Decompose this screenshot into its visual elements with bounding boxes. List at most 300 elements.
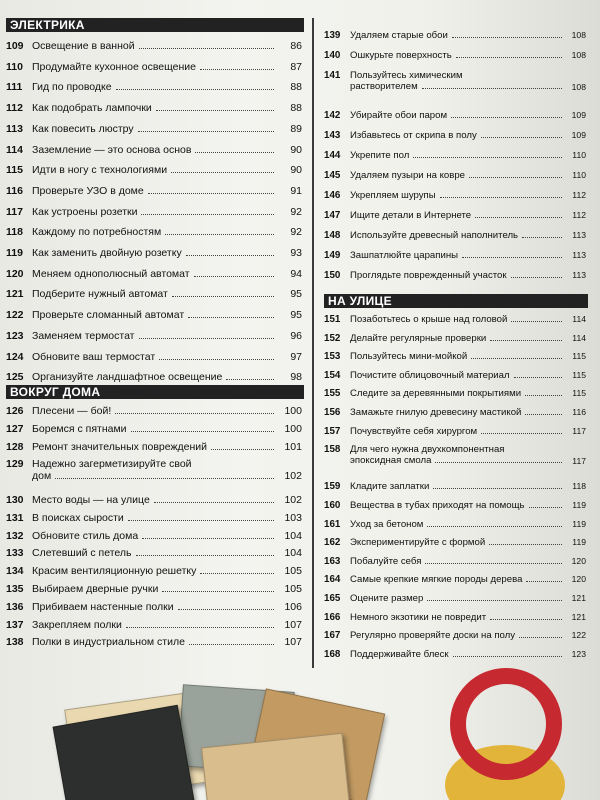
toc-entry-page: 109 (571, 130, 586, 140)
toc-entry-page: 91 (290, 184, 302, 197)
toc-entry-number: 145 (324, 170, 341, 181)
dot-leader (422, 88, 562, 89)
toc-entry-page: 113 (572, 230, 586, 240)
toc-entry[interactable] (324, 250, 586, 261)
toc-entry-title-wrap (350, 388, 566, 399)
toc-entry-title-wrap (350, 210, 566, 221)
toc-entry[interactable] (324, 150, 586, 161)
toc-entry[interactable] (6, 601, 302, 613)
dot-leader (159, 359, 274, 360)
toc-entry-page: 113 (572, 250, 586, 260)
toc-entry-title-wrap (350, 270, 566, 281)
toc-entry[interactable] (324, 388, 586, 399)
toc-entry-page: 104 (284, 529, 302, 542)
dot-leader (211, 449, 274, 450)
toc-entry-number: 146 (324, 190, 341, 201)
toc-entry[interactable] (324, 370, 586, 381)
toc-entry-title-wrap (350, 537, 566, 548)
toc-entry-page: 101 (284, 440, 302, 453)
dot-leader (427, 600, 562, 601)
dot-leader (475, 217, 562, 218)
dot-leader (489, 544, 562, 545)
toc-entry-title: Почувствуйте себя хирургом (350, 425, 478, 437)
toc-entry-title-wrap (350, 230, 566, 241)
toc-entry-number: 117 (6, 205, 23, 218)
toc-entry-number: 156 (324, 407, 341, 418)
toc-entry-title-wrap (350, 170, 566, 181)
toc-entry[interactable] (6, 268, 302, 280)
toc-entry-number: 155 (324, 388, 341, 400)
toc-entry-title: Освещение в ванной (32, 40, 135, 52)
toc-entry-number: 124 (6, 350, 24, 363)
toc-entry[interactable] (6, 226, 302, 238)
toc-entry[interactable] (324, 170, 586, 181)
toc-entry[interactable] (324, 426, 586, 437)
dot-leader (188, 317, 274, 318)
toc-entry[interactable] (6, 371, 302, 383)
toc-entry-page: 88 (290, 102, 302, 115)
toc-entry-number: 134 (6, 565, 24, 578)
toc-entry[interactable] (324, 500, 586, 511)
toc-entry-number: 131 (6, 511, 24, 524)
toc-entry-title: Ищите детали в Интернете (350, 210, 472, 221)
toc-entry-title-wrap (350, 370, 566, 381)
toc-entry-title: Оцените размер (350, 593, 424, 604)
toc-entry-title: Убирайте обои паром (350, 110, 448, 121)
toc-entry-number: 136 (6, 600, 24, 613)
toc-entry-number: 128 (6, 440, 24, 453)
toc-entry-title-wrap (32, 226, 278, 238)
toc-entry-page: 119 (572, 500, 586, 510)
toc-entry-number: 125 (6, 371, 24, 384)
toc-entry-number: 159 (324, 481, 341, 493)
dot-leader (462, 257, 562, 258)
toc-entry[interactable] (324, 130, 586, 141)
toc-entry-title-wrap (350, 407, 566, 418)
toc-entry[interactable] (6, 164, 302, 176)
dot-leader (136, 555, 274, 556)
toc-entry-number: 133 (6, 547, 24, 560)
toc-entry[interactable] (324, 190, 586, 201)
toc-entry[interactable] (6, 441, 302, 453)
toc-entry-number: 115 (6, 164, 23, 177)
toc-entry[interactable] (6, 423, 302, 435)
toc-entry-title: Почистите облицовочный материал (350, 369, 510, 381)
toc-entry-title: Гид по проводке (32, 81, 112, 94)
dot-leader (189, 644, 274, 645)
toc-entry-number: 130 (6, 494, 24, 506)
toc-entry-page: 102 (284, 470, 302, 483)
toc-entry-title-wrap (350, 30, 566, 41)
toc-entry-number: 116 (6, 184, 23, 197)
toc-entry-page: 113 (572, 270, 586, 280)
toc-entry-title: Место воды — на улице (32, 494, 150, 506)
toc-entry-title-wrap (32, 530, 278, 542)
toc-entry[interactable] (324, 519, 586, 530)
toc-entry-number: 149 (324, 250, 341, 261)
toc-entry-number: 164 (324, 574, 341, 586)
toc-entry-page: 108 (571, 82, 586, 92)
toc-entry-title-wrap (350, 314, 566, 325)
toc-entry[interactable] (6, 619, 302, 631)
toc-entry-title-wrap (32, 268, 278, 280)
toc-entry-number: 150 (324, 270, 341, 281)
dot-leader (529, 507, 563, 508)
dot-leader (55, 478, 274, 479)
toc-entry-title-wrap (350, 574, 566, 585)
toc-entry[interactable] (6, 636, 302, 648)
toc-entry[interactable] (324, 537, 586, 548)
toc-entry[interactable] (6, 583, 302, 595)
toc-entry-title: Меняем однополюсный автомат (32, 267, 190, 280)
dot-leader (471, 358, 562, 359)
toc-entry-page: 97 (290, 350, 302, 363)
toc-entry-number: 119 (6, 247, 23, 259)
dot-leader (148, 193, 274, 194)
toc-entry-page: 102 (284, 494, 302, 506)
toc-entry-page: 92 (290, 205, 302, 218)
toc-entry-title: Каждому по потребностям (32, 226, 162, 239)
toc-entry-number: 163 (324, 555, 341, 567)
toc-entry-page: 120 (571, 555, 586, 566)
toc-entry-page: 115 (572, 369, 586, 380)
toc-entry-title: Подберите нужный автомат (32, 288, 168, 301)
toc-entry-page: 117 (572, 456, 586, 467)
toc-entry[interactable] (6, 206, 302, 218)
toc-entry-number: 153 (324, 351, 341, 363)
toc-entry[interactable] (6, 351, 302, 363)
toc-entry-number: 166 (324, 611, 341, 623)
toc-entry-title: Продумайте кухонное освещение (32, 60, 197, 73)
toc-entry-number: 110 (6, 60, 23, 73)
dot-leader (440, 197, 562, 198)
toc-entry-title: В поисках сырости (32, 511, 124, 524)
toc-entry[interactable] (324, 230, 586, 241)
dot-leader (425, 563, 562, 564)
toc-entry-title-wrap (350, 351, 566, 362)
toc-entry-title-wrap (32, 330, 278, 342)
toc-entry-title-wrap (32, 371, 278, 383)
toc-entry-page: 108 (571, 30, 586, 40)
toc-entry-page: 90 (290, 164, 302, 177)
toc-entry[interactable] (324, 210, 586, 221)
toc-entry-title-wrap (32, 206, 278, 218)
toc-entry-page: 108 (571, 50, 586, 60)
dot-leader (128, 520, 274, 521)
toc-entry-number: 114 (6, 143, 23, 156)
toc-entry-title: Закрепляем полки (32, 618, 122, 631)
dot-leader (162, 591, 274, 592)
toc-entry-title: Кладите заплатки (350, 481, 430, 493)
toc-entry[interactable] (6, 405, 302, 417)
toc-entry-title-wrap (350, 519, 566, 530)
toc-entry-title-wrap (32, 40, 278, 52)
section-heading-home: ВОКРУГ ДОМА (6, 385, 304, 399)
toc-entry-page: 107 (284, 618, 302, 631)
toc-entry-page: 109 (571, 110, 586, 120)
toc-entry-title-continued: эпоксидная смола (350, 455, 432, 467)
dot-leader (511, 321, 562, 322)
toc-entry-title-wrap (32, 512, 278, 524)
toc-entry-title: Делайте регулярные проверки (350, 332, 487, 344)
toc-entry-title: Экспериментируйте с формой (350, 537, 486, 549)
toc-entry-number: 154 (324, 369, 341, 381)
toc-entry-title: Следите за деревянными покрытиями (350, 388, 522, 400)
toc-entry-title: Удаляем пузыри на ковре (350, 170, 466, 181)
toc-entry-title: Красим вентиляционную решетку (32, 565, 197, 578)
toc-entry-title-wrap (350, 630, 566, 641)
toc-entry[interactable] (324, 407, 586, 418)
toc-entry[interactable] (324, 70, 586, 92)
toc-entry-page: 120 (571, 574, 586, 585)
toc-entry[interactable] (6, 512, 302, 524)
toc-entry-title-wrap (32, 565, 278, 577)
toc-entry-number: 142 (324, 110, 341, 121)
toc-entry-page: 121 (571, 611, 586, 622)
toc-entry-page: 114 (572, 314, 586, 324)
toc-entry-page: 105 (284, 565, 302, 578)
dot-leader (141, 214, 274, 215)
toc-entry-number: 126 (6, 405, 24, 417)
dot-leader (115, 413, 274, 414)
dot-leader (413, 157, 562, 158)
toc-entry-title-wrap (350, 444, 566, 466)
toc-entry-title-wrap (350, 50, 566, 61)
toc-entry-title: Регулярно проверяйте доски на полу (350, 630, 516, 642)
toc-entry-title: Как подобрать лампочки (32, 102, 152, 115)
toc-entry-title-wrap (350, 130, 566, 141)
toc-entry-page: 115 (572, 388, 586, 399)
toc-entry[interactable] (6, 458, 302, 482)
toc-entry-title: Избавьтесь от скрипа в полу (350, 130, 477, 141)
toc-entry-page: 95 (290, 288, 302, 301)
toc-entry-page: 100 (284, 422, 302, 435)
toc-entry-title: Позаботьтесь о крыше над головой (350, 314, 508, 325)
toc-entry-page: 106 (284, 600, 302, 613)
dot-leader (526, 581, 562, 582)
toc-entry-number: 143 (324, 130, 341, 141)
toc-entry-number: 122 (6, 309, 24, 322)
toc-entry[interactable] (324, 444, 586, 466)
toc-entry[interactable] (324, 556, 586, 567)
toc-entry-title-wrap (32, 185, 278, 197)
dot-leader (481, 433, 562, 434)
toc-entry-title-wrap (350, 593, 566, 604)
dot-leader (116, 89, 274, 90)
toc-entry[interactable] (324, 630, 586, 641)
toc-entry-title: Проверьте УЗО в доме (32, 184, 144, 197)
dot-leader (490, 340, 562, 341)
toc-entry-page: 119 (572, 518, 586, 529)
toc-entry-title-wrap (350, 250, 566, 261)
toc-entry-page: 122 (571, 630, 586, 641)
toc-entry-title: Как устроены розетки (32, 205, 138, 218)
toc-entry-number: 147 (324, 210, 341, 221)
toc-entry-number: 148 (324, 230, 341, 241)
toc-entry[interactable] (324, 649, 586, 660)
toc-entry[interactable] (6, 530, 302, 542)
toc-entry[interactable] (6, 247, 302, 259)
toc-entry[interactable] (6, 185, 302, 197)
toc-entry[interactable] (324, 270, 586, 281)
toc-entry[interactable] (324, 333, 586, 344)
toc-entry-page: 107 (284, 636, 302, 649)
toc-entry-number: 121 (6, 288, 24, 301)
toc-entry[interactable] (324, 612, 586, 623)
toc-entry[interactable] (6, 144, 302, 156)
toc-entry-page: 114 (572, 332, 586, 343)
toc-entry[interactable] (324, 30, 586, 41)
toc-entry-number: 151 (324, 314, 341, 325)
toc-entry-title: Для чего нужна двухкомпонентная (350, 444, 505, 456)
toc-entry[interactable] (324, 351, 586, 362)
toc-entry-number: 139 (324, 30, 341, 41)
toc-entry[interactable] (6, 40, 302, 52)
dot-leader (154, 502, 274, 503)
toc-entry-number: 111 (6, 81, 23, 94)
toc-entry[interactable] (324, 110, 586, 121)
toc-entry-page: 95 (290, 309, 302, 322)
toc-entry[interactable] (324, 593, 586, 604)
toc-entry-title-wrap (32, 405, 278, 417)
toc-entry-page: 118 (572, 481, 586, 492)
dot-leader (511, 277, 562, 278)
toc-entry-page: 100 (284, 405, 302, 417)
toc-entry-title: Укрепите пол (350, 150, 410, 161)
dot-leader (452, 37, 562, 38)
toc-entry-title-wrap (32, 164, 278, 176)
section-heading-electrics: ЭЛЕКТРИКА (6, 18, 304, 32)
toc-entry[interactable] (6, 61, 302, 73)
toc-entry-title-wrap (32, 123, 278, 135)
toc-entry-page: 96 (290, 329, 302, 342)
toc-entry-title-wrap (32, 547, 278, 559)
dot-leader (469, 177, 562, 178)
toc-entry-number: 129 (6, 458, 24, 471)
toc-entry-title: Идти в ногу с технологиями (32, 164, 168, 177)
dot-leader (194, 276, 274, 277)
toc-entry-number: 168 (324, 648, 341, 660)
toc-entry-title-wrap (32, 494, 278, 506)
toc-entry-title-wrap (350, 190, 566, 201)
toc-entry-title: Обновите стиль дома (32, 529, 139, 542)
dot-leader (139, 338, 275, 339)
toc-entry-title-continued: дом (32, 470, 52, 483)
toc-entry-title: Полки в индустриальном стиле (32, 636, 185, 649)
toc-entry-title-wrap (32, 309, 278, 321)
toc-entry-title-wrap (32, 61, 278, 73)
toc-entry-page: 92 (290, 226, 302, 239)
toc-entry-title-wrap (350, 150, 566, 161)
toc-entry-title: Плесени — бой! (32, 405, 112, 417)
toc-entry-title-wrap (350, 649, 566, 660)
toc-entry[interactable] (6, 547, 302, 559)
toc-entry-number: 152 (324, 332, 341, 344)
dot-leader (451, 117, 562, 118)
toc-entry-title: Ошкурьте поверхность (350, 50, 452, 61)
dot-leader (519, 637, 562, 638)
toc-entry-page: 112 (572, 210, 586, 220)
toc-entry[interactable] (6, 123, 302, 135)
toc-entry[interactable] (324, 50, 586, 61)
toc-entry-number: 135 (6, 583, 24, 595)
toc-entry-title: Проглядьте поврежденный участок (350, 270, 507, 281)
dot-leader (456, 57, 562, 58)
toc-entry-title-wrap (350, 70, 566, 92)
toc-entry-title-wrap (350, 612, 566, 623)
toc-entry-number: 118 (6, 226, 23, 239)
toc-entry[interactable] (6, 330, 302, 342)
toc-entry-title-wrap (32, 102, 278, 114)
toc-entry-title-wrap (32, 458, 278, 482)
toc-entry-title-line2-wrap (350, 455, 566, 466)
dot-leader (195, 152, 274, 153)
toc-entry-title: Организуйте ландшафтное освещение (32, 371, 223, 384)
toc-entry-title-wrap (350, 481, 566, 492)
toc-entry-title-continued: растворителем (350, 81, 418, 92)
toc-entry-page: 98 (290, 371, 302, 384)
dot-leader (525, 395, 562, 396)
toc-entry-title: Заземление — это основа основ (32, 143, 192, 156)
toc-entry-title-wrap (32, 636, 278, 648)
toc-entry[interactable] (6, 309, 302, 321)
toc-entry[interactable] (6, 102, 302, 114)
toc-entry-page: 115 (572, 351, 586, 362)
toc-entry-title: Выбираем дверные ручки (32, 583, 159, 595)
dot-leader (522, 237, 562, 238)
toc-entry-number: 123 (6, 329, 24, 342)
toc-entry[interactable] (324, 481, 586, 492)
toc-entry[interactable] (6, 494, 302, 506)
toc-entry-page: 117 (572, 425, 586, 436)
toc-entry-title-wrap (32, 601, 278, 613)
toc-entry-number: 144 (324, 150, 341, 161)
toc-entry-number: 161 (324, 518, 341, 530)
dot-leader (171, 172, 274, 173)
toc-entry[interactable] (6, 288, 302, 300)
toc-entry-title-wrap (350, 110, 566, 121)
toc-entry-title: Как повесить люстру (32, 122, 134, 135)
toc-entry-title-wrap (32, 583, 278, 595)
toc-entry-title: Самые крепкие мягкие породы дерева (350, 574, 523, 586)
toc-entry-page: 88 (290, 81, 302, 94)
dot-leader (226, 379, 274, 380)
toc-entry-number: 109 (6, 40, 24, 52)
toc-entry-title: Боремся с пятнами (32, 422, 127, 435)
toc-entry-title: Немного экзотики не повредит (350, 611, 487, 623)
dot-leader (165, 234, 274, 235)
toc-entry-page: 93 (290, 247, 302, 259)
toc-entry[interactable] (324, 574, 586, 585)
toc-entry-title: Как заменить двойную розетку (32, 247, 182, 259)
toc-entry-title: Прибиваем настенные полки (32, 600, 174, 613)
dot-leader (200, 69, 274, 70)
toc-entry-page: 123 (571, 648, 586, 659)
toc-entry-title: Укрепляем шурупы (350, 190, 436, 201)
toc-entry[interactable] (6, 81, 302, 93)
toc-entry-number: 113 (6, 122, 23, 135)
toc-entry-title: Пользуйтесь мини-мойкой (350, 351, 468, 363)
toc-entry-title: Заменяем термостат (32, 329, 135, 342)
toc-entry-title-wrap (350, 426, 566, 437)
toc-entry-page: 116 (572, 407, 586, 417)
toc-entry-page: 105 (284, 583, 302, 595)
toc-entry[interactable] (324, 314, 586, 325)
toc-entry[interactable] (6, 565, 302, 577)
toc-entry-page: 90 (290, 143, 302, 156)
toc-entry-number: 157 (324, 425, 341, 437)
dot-leader (178, 609, 274, 610)
